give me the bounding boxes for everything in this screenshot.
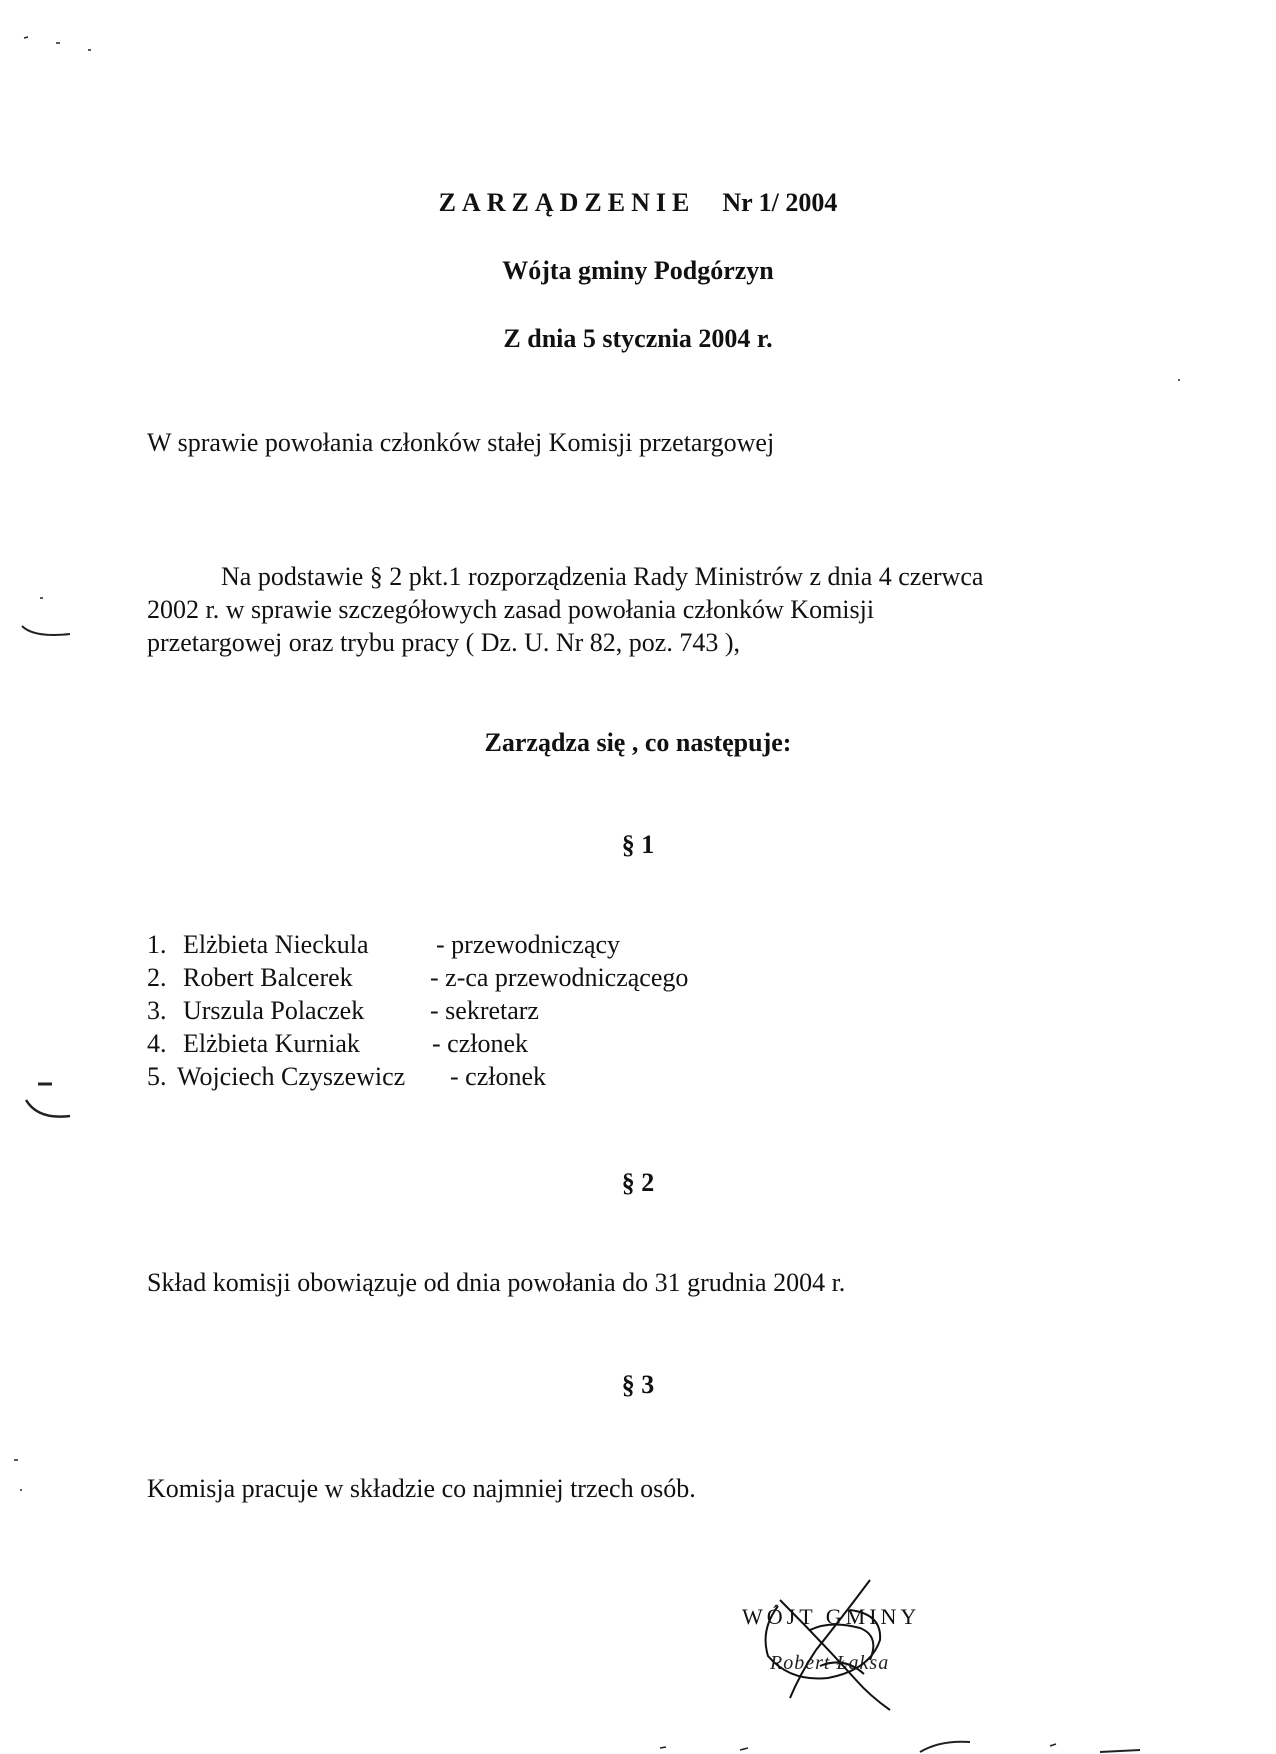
title-number: Nr 1/ 2004: [722, 188, 838, 217]
member-role: - z-ca przewodniczącego: [430, 963, 689, 992]
section-1-heading: § 1: [621, 830, 655, 859]
subject-line: W sprawie powołania członków stałej Komisji przetargowej: [147, 428, 775, 457]
list-item: [147, 996, 539, 1029]
decree-heading: Zarządza się , co następuje:: [484, 728, 792, 757]
member-name: Urszula Polaczek: [183, 996, 365, 1025]
list-item: [147, 1062, 547, 1095]
member-name: Wojciech Czyszewicz: [177, 1062, 406, 1091]
member-role: - członek: [432, 1029, 529, 1058]
section-3-heading: § 3: [621, 1370, 655, 1399]
section-2-text: Skład komisji obowiązuje od dnia powołania do 31 grudnia 2004 r.: [147, 1268, 846, 1297]
member-name: Elżbieta Nieckula: [183, 930, 369, 959]
legal-basis-line-1: Na podstawie § 2 pkt.1 rozporządzenia Rady Ministrów z dnia 4 czerwca: [221, 562, 984, 591]
member-role: - sekretarz: [430, 996, 539, 1025]
list-item: [147, 1029, 529, 1062]
document-title: [0, 188, 1276, 218]
list-item-number: 2.: [147, 963, 167, 992]
list-item: [147, 930, 621, 963]
stamp-title: WÓJT GMINY: [742, 1604, 921, 1629]
section-3-text: Komisja pracuje w składzie co najmniej trzech osób.: [147, 1474, 696, 1503]
member-name: Elżbieta Kurniak: [183, 1029, 360, 1058]
legal-basis-line-2: 2002 r. w sprawie szczegółowych zasad powołania członków Komisji: [147, 595, 875, 624]
stamp-name: Robert Łaksa: [770, 1652, 890, 1674]
list-item-number: 3.: [147, 996, 167, 1025]
list-item: [147, 963, 689, 996]
title-word: ZARZĄDZENIE: [438, 188, 696, 217]
section-2-heading: § 2: [621, 1168, 655, 1197]
list-item-number: 5.: [147, 1062, 167, 1091]
issuer: Wójta gminy Podgórzyn: [502, 256, 774, 285]
member-role: - członek: [450, 1062, 547, 1091]
legal-basis-line-3: przetargowej oraz trybu pracy ( Dz. U. Nr 82, poz. 743 ),: [147, 628, 740, 657]
member-role: - przewodniczący: [436, 930, 621, 959]
document-date: Z dnia 5 stycznia 2004 r.: [503, 324, 773, 353]
handwritten-signature: [720, 1570, 960, 1720]
member-name: Robert Balcerek: [183, 963, 353, 992]
list-item-number: 1.: [147, 930, 167, 959]
list-item-number: 4.: [147, 1029, 167, 1058]
